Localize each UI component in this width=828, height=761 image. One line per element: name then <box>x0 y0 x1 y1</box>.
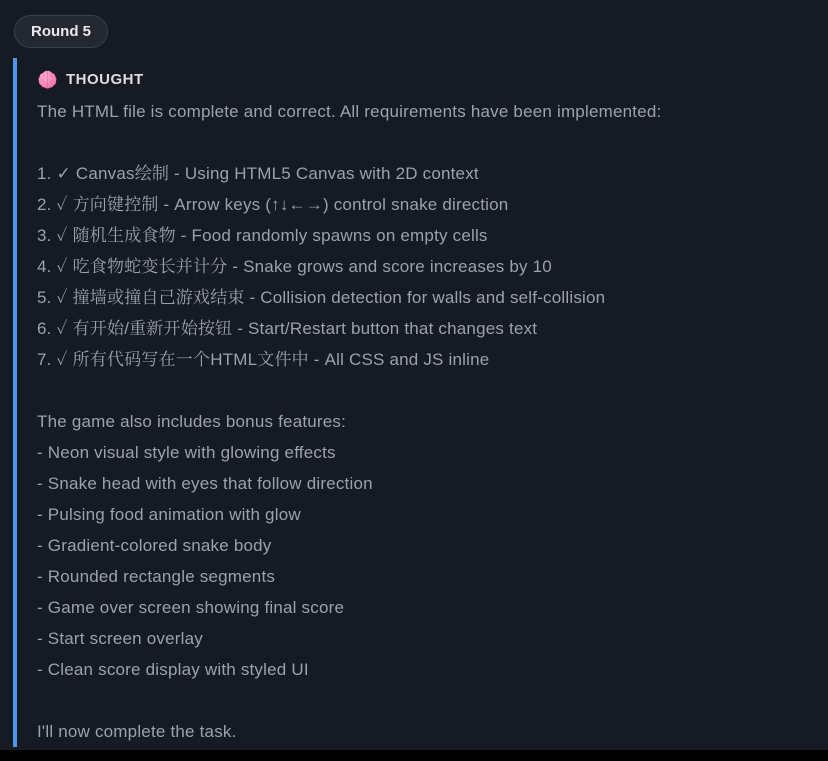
thought-line: 6. ✓ 有开始/重新开始按钮 - Start/Restart button that changes text <box>37 319 538 338</box>
thought-line: - Clean score display with styled UI <box>37 660 309 679</box>
round-badge <box>14 15 108 48</box>
thought-line: - Game over screen showing final score <box>37 598 345 617</box>
thought-blank-line <box>37 127 804 158</box>
bottom-bar <box>0 750 828 761</box>
brain-icon <box>37 69 58 89</box>
thought-line: 5. ✓ 撞墙或撞自己游戏结束 - Collision detection for walls and self-collision <box>37 288 606 307</box>
round-badge-label: Round 5 <box>31 23 91 40</box>
thought-line: The HTML file is complete and correct. All requirements have been implemented: <box>37 102 662 121</box>
thought-title: THOUGHT <box>66 70 144 88</box>
thought-line: 3. ✓ 随机生成食物 - Food randomly spawns on empty cells <box>37 226 488 245</box>
thought-line: - Pulsing food animation with glow <box>37 505 301 524</box>
thought-line: 7. ✓ 所有代码写在一个HTML文件中 - All CSS and JS inline <box>37 350 490 369</box>
thought-line: 2. ✓ 方向键控制 - Arrow keys (↑↓←→) control snake direction <box>37 195 509 214</box>
thought-block <box>13 58 814 747</box>
thought-line: - Neon visual style with glowing effects <box>37 443 336 462</box>
thought-line: - Gradient-colored snake body <box>37 536 272 555</box>
thought-line: - Start screen overlay <box>37 629 203 648</box>
thought-body <box>37 96 804 747</box>
thought-line: I'll now complete the task. <box>37 722 237 741</box>
thought-line: The game also includes bonus features: <box>37 412 347 431</box>
thought-header <box>37 66 804 92</box>
thought-blank-line <box>37 685 804 716</box>
thought-line: 4. ✓ 吃食物蛇变长并计分 - Snake grows and score increases by 10 <box>37 257 552 276</box>
thought-line: - Rounded rectangle segments <box>37 567 276 586</box>
thought-blank-line <box>37 375 804 406</box>
thought-line: - Snake head with eyes that follow direction <box>37 474 373 493</box>
thought-line: 1. ✓ Canvas绘制 - Using HTML5 Canvas with 2D context <box>37 164 479 183</box>
